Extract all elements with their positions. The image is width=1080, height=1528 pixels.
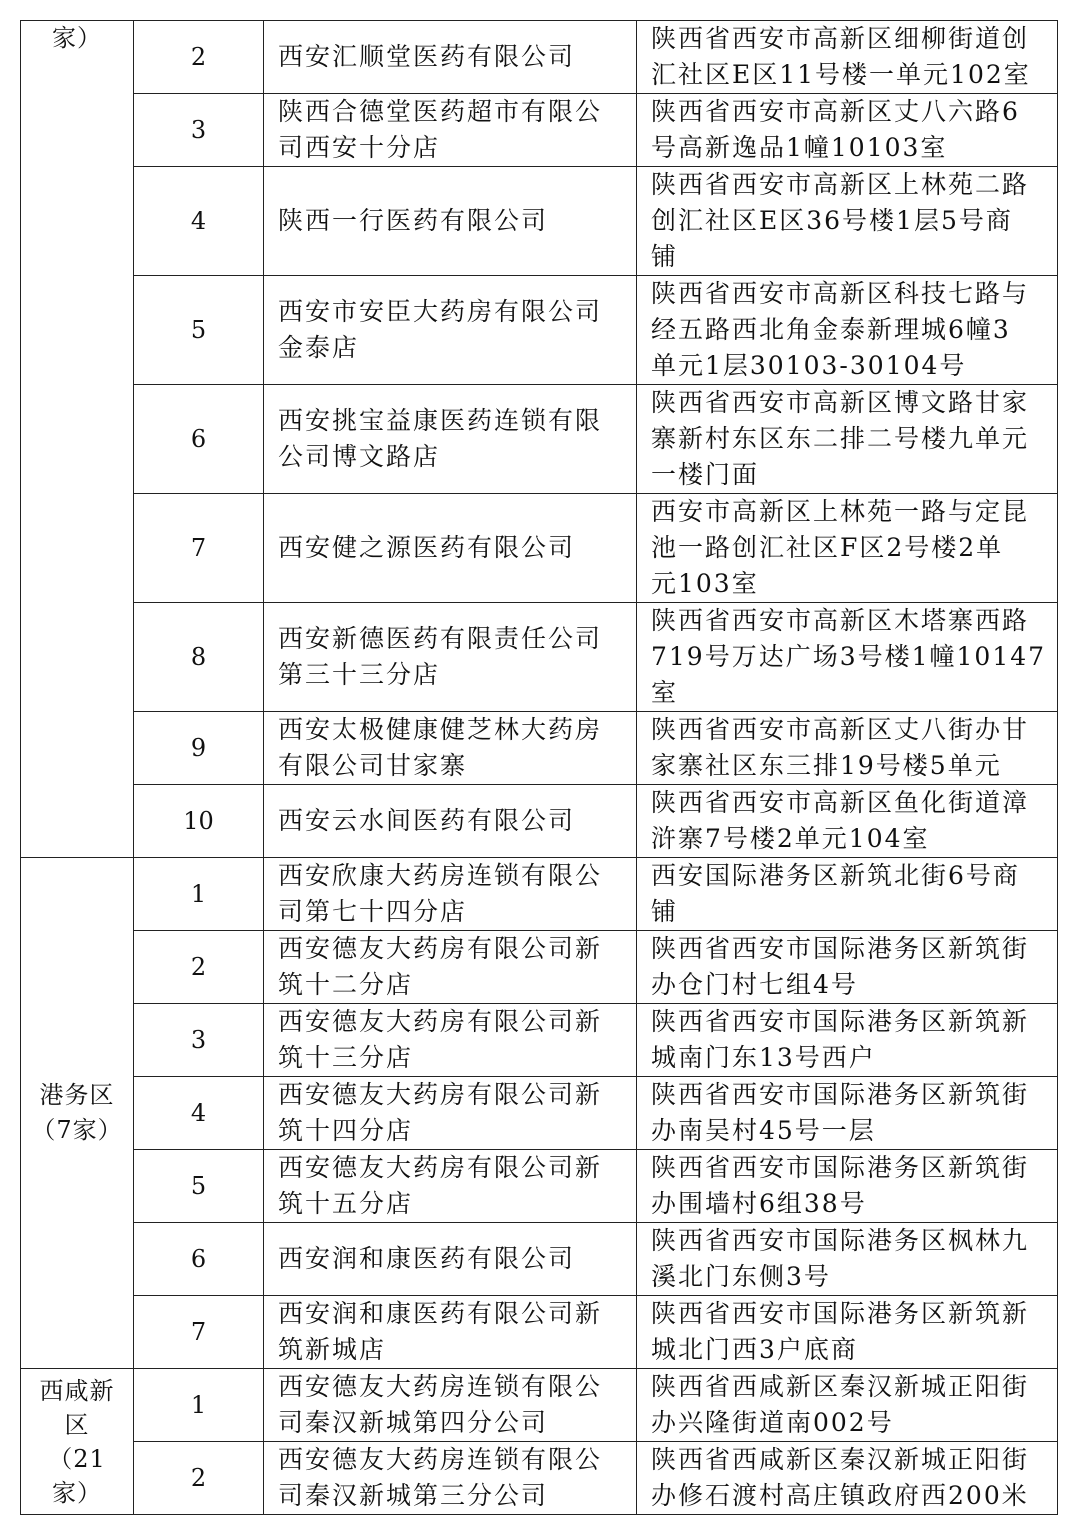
pharmacy-address: 陕西省西安市高新区木塔寨西路 719号万达广场3号楼1幢10147 室 bbox=[637, 603, 1058, 712]
table-row bbox=[21, 1369, 1058, 1442]
row-number: 1 bbox=[134, 1369, 264, 1442]
row-number: 10 bbox=[134, 785, 264, 858]
pharmacy-address: 陕西省西安市国际港务区新筑街 办南吴村45号一层 bbox=[637, 1077, 1058, 1150]
pharmacy-name: 西安润和康医药有限公司 bbox=[264, 1223, 637, 1296]
pharmacy-address: 陕西省西咸新区秦汉新城正阳街 办修石渡村高庄镇政府西200米 bbox=[637, 1442, 1058, 1515]
row-number: 4 bbox=[134, 1077, 264, 1150]
table-row bbox=[21, 1150, 1058, 1223]
pharmacy-name: 西安德友大药房有限公司新 筑十三分店 bbox=[264, 1004, 637, 1077]
row-number: 6 bbox=[134, 1223, 264, 1296]
pharmacy-address: 陕西省西安市高新区上林苑二路 创汇社区E区36号楼1层5号商 铺 bbox=[637, 167, 1058, 276]
pharmacy-name: 西安欣康大药房连锁有限公 司第七十四分店 bbox=[264, 858, 637, 931]
pharmacy-address: 陕西省西安市国际港务区新筑街 办围墙村6组38号 bbox=[637, 1150, 1058, 1223]
table-row bbox=[21, 94, 1058, 167]
pharmacy-name: 西安润和康医药有限公司新 筑新城店 bbox=[264, 1296, 637, 1369]
table-row bbox=[21, 931, 1058, 1004]
district-cell: 家） bbox=[21, 21, 134, 858]
row-number: 7 bbox=[134, 1296, 264, 1369]
row-number: 5 bbox=[134, 276, 264, 385]
table-row bbox=[21, 1442, 1058, 1515]
pharmacy-name: 陕西合德堂医药超市有限公 司西安十分店 bbox=[264, 94, 637, 167]
pharmacy-name: 西安德友大药房有限公司新 筑十四分店 bbox=[264, 1077, 637, 1150]
table-row bbox=[21, 1223, 1058, 1296]
row-number: 4 bbox=[134, 167, 264, 276]
row-number: 2 bbox=[134, 1442, 264, 1515]
row-number: 3 bbox=[134, 94, 264, 167]
row-number: 8 bbox=[134, 603, 264, 712]
pharmacy-address: 西安市高新区上林苑一路与定昆 池一路创汇社区F区2号楼2单 元103室 bbox=[637, 494, 1058, 603]
table-row bbox=[21, 1296, 1058, 1369]
pharmacy-name: 陕西一行医药有限公司 bbox=[264, 167, 637, 276]
row-number: 9 bbox=[134, 712, 264, 785]
pharmacy-address: 陕西省西咸新区秦汉新城正阳街 办兴隆街道南002号 bbox=[637, 1369, 1058, 1442]
table-row bbox=[21, 785, 1058, 858]
table-row bbox=[21, 603, 1058, 712]
row-number: 5 bbox=[134, 1150, 264, 1223]
pharmacy-name: 西安健之源医药有限公司 bbox=[264, 494, 637, 603]
table-row bbox=[21, 712, 1058, 785]
district-cell: 西咸新 区 （21 家） bbox=[21, 1369, 134, 1515]
row-number: 1 bbox=[134, 858, 264, 931]
table-row bbox=[21, 167, 1058, 276]
pharmacy-table bbox=[20, 20, 1058, 1515]
table-row bbox=[21, 858, 1058, 931]
pharmacy-address: 陕西省西安市高新区丈八六路6 号高新逸品1幢10103室 bbox=[637, 94, 1058, 167]
table-row bbox=[21, 494, 1058, 603]
pharmacy-address: 陕西省西安市高新区科技七路与 经五路西北角金泰新理城6幢3 单元1层30103-30104号 bbox=[637, 276, 1058, 385]
table-row bbox=[21, 276, 1058, 385]
pharmacy-address: 陕西省西安市高新区博文路甘家 寨新村东区东二排二号楼九单元 一楼门面 bbox=[637, 385, 1058, 494]
pharmacy-name: 西安汇顺堂医药有限公司 bbox=[264, 21, 637, 94]
district-cell: 港务区 （7家） bbox=[21, 858, 134, 1369]
pharmacy-address: 陕西省西安市国际港务区枫林九 溪北门东侧3号 bbox=[637, 1223, 1058, 1296]
pharmacy-name: 西安德友大药房有限公司新 筑十五分店 bbox=[264, 1150, 637, 1223]
row-number: 2 bbox=[134, 931, 264, 1004]
pharmacy-address: 陕西省西安市高新区丈八街办甘 家寨社区东三排19号楼5单元 bbox=[637, 712, 1058, 785]
pharmacy-name: 西安德友大药房连锁有限公 司秦汉新城第三分公司 bbox=[264, 1442, 637, 1515]
table-row bbox=[21, 1004, 1058, 1077]
pharmacy-name: 西安太极健康健芝林大药房 有限公司甘家寨 bbox=[264, 712, 637, 785]
pharmacy-name: 西安挑宝益康医药连锁有限 公司博文路店 bbox=[264, 385, 637, 494]
pharmacy-name: 西安新德医药有限责任公司 第三十三分店 bbox=[264, 603, 637, 712]
table-row bbox=[21, 1077, 1058, 1150]
table-row bbox=[21, 385, 1058, 494]
pharmacy-name: 西安市安臣大药房有限公司 金泰店 bbox=[264, 276, 637, 385]
pharmacy-address: 陕西省西安市国际港务区新筑街 办仓门村七组4号 bbox=[637, 931, 1058, 1004]
pharmacy-name: 西安德友大药房有限公司新 筑十二分店 bbox=[264, 931, 637, 1004]
table-row bbox=[21, 21, 1058, 94]
pharmacy-address: 西安国际港务区新筑北街6号商 铺 bbox=[637, 858, 1058, 931]
pharmacy-name: 西安德友大药房连锁有限公 司秦汉新城第四分公司 bbox=[264, 1369, 637, 1442]
pharmacy-name: 西安云水间医药有限公司 bbox=[264, 785, 637, 858]
pharmacy-address: 陕西省西安市高新区细柳街道创 汇社区E区11号楼一单元102室 bbox=[637, 21, 1058, 94]
pharmacy-address: 陕西省西安市国际港务区新筑新 城南门东13号西户 bbox=[637, 1004, 1058, 1077]
pharmacy-address: 陕西省西安市国际港务区新筑新 城北门西3户底商 bbox=[637, 1296, 1058, 1369]
row-number: 7 bbox=[134, 494, 264, 603]
row-number: 3 bbox=[134, 1004, 264, 1077]
row-number: 6 bbox=[134, 385, 264, 494]
row-number: 2 bbox=[134, 21, 264, 94]
pharmacy-address: 陕西省西安市高新区鱼化街道漳 浒寨7号楼2单元104室 bbox=[637, 785, 1058, 858]
